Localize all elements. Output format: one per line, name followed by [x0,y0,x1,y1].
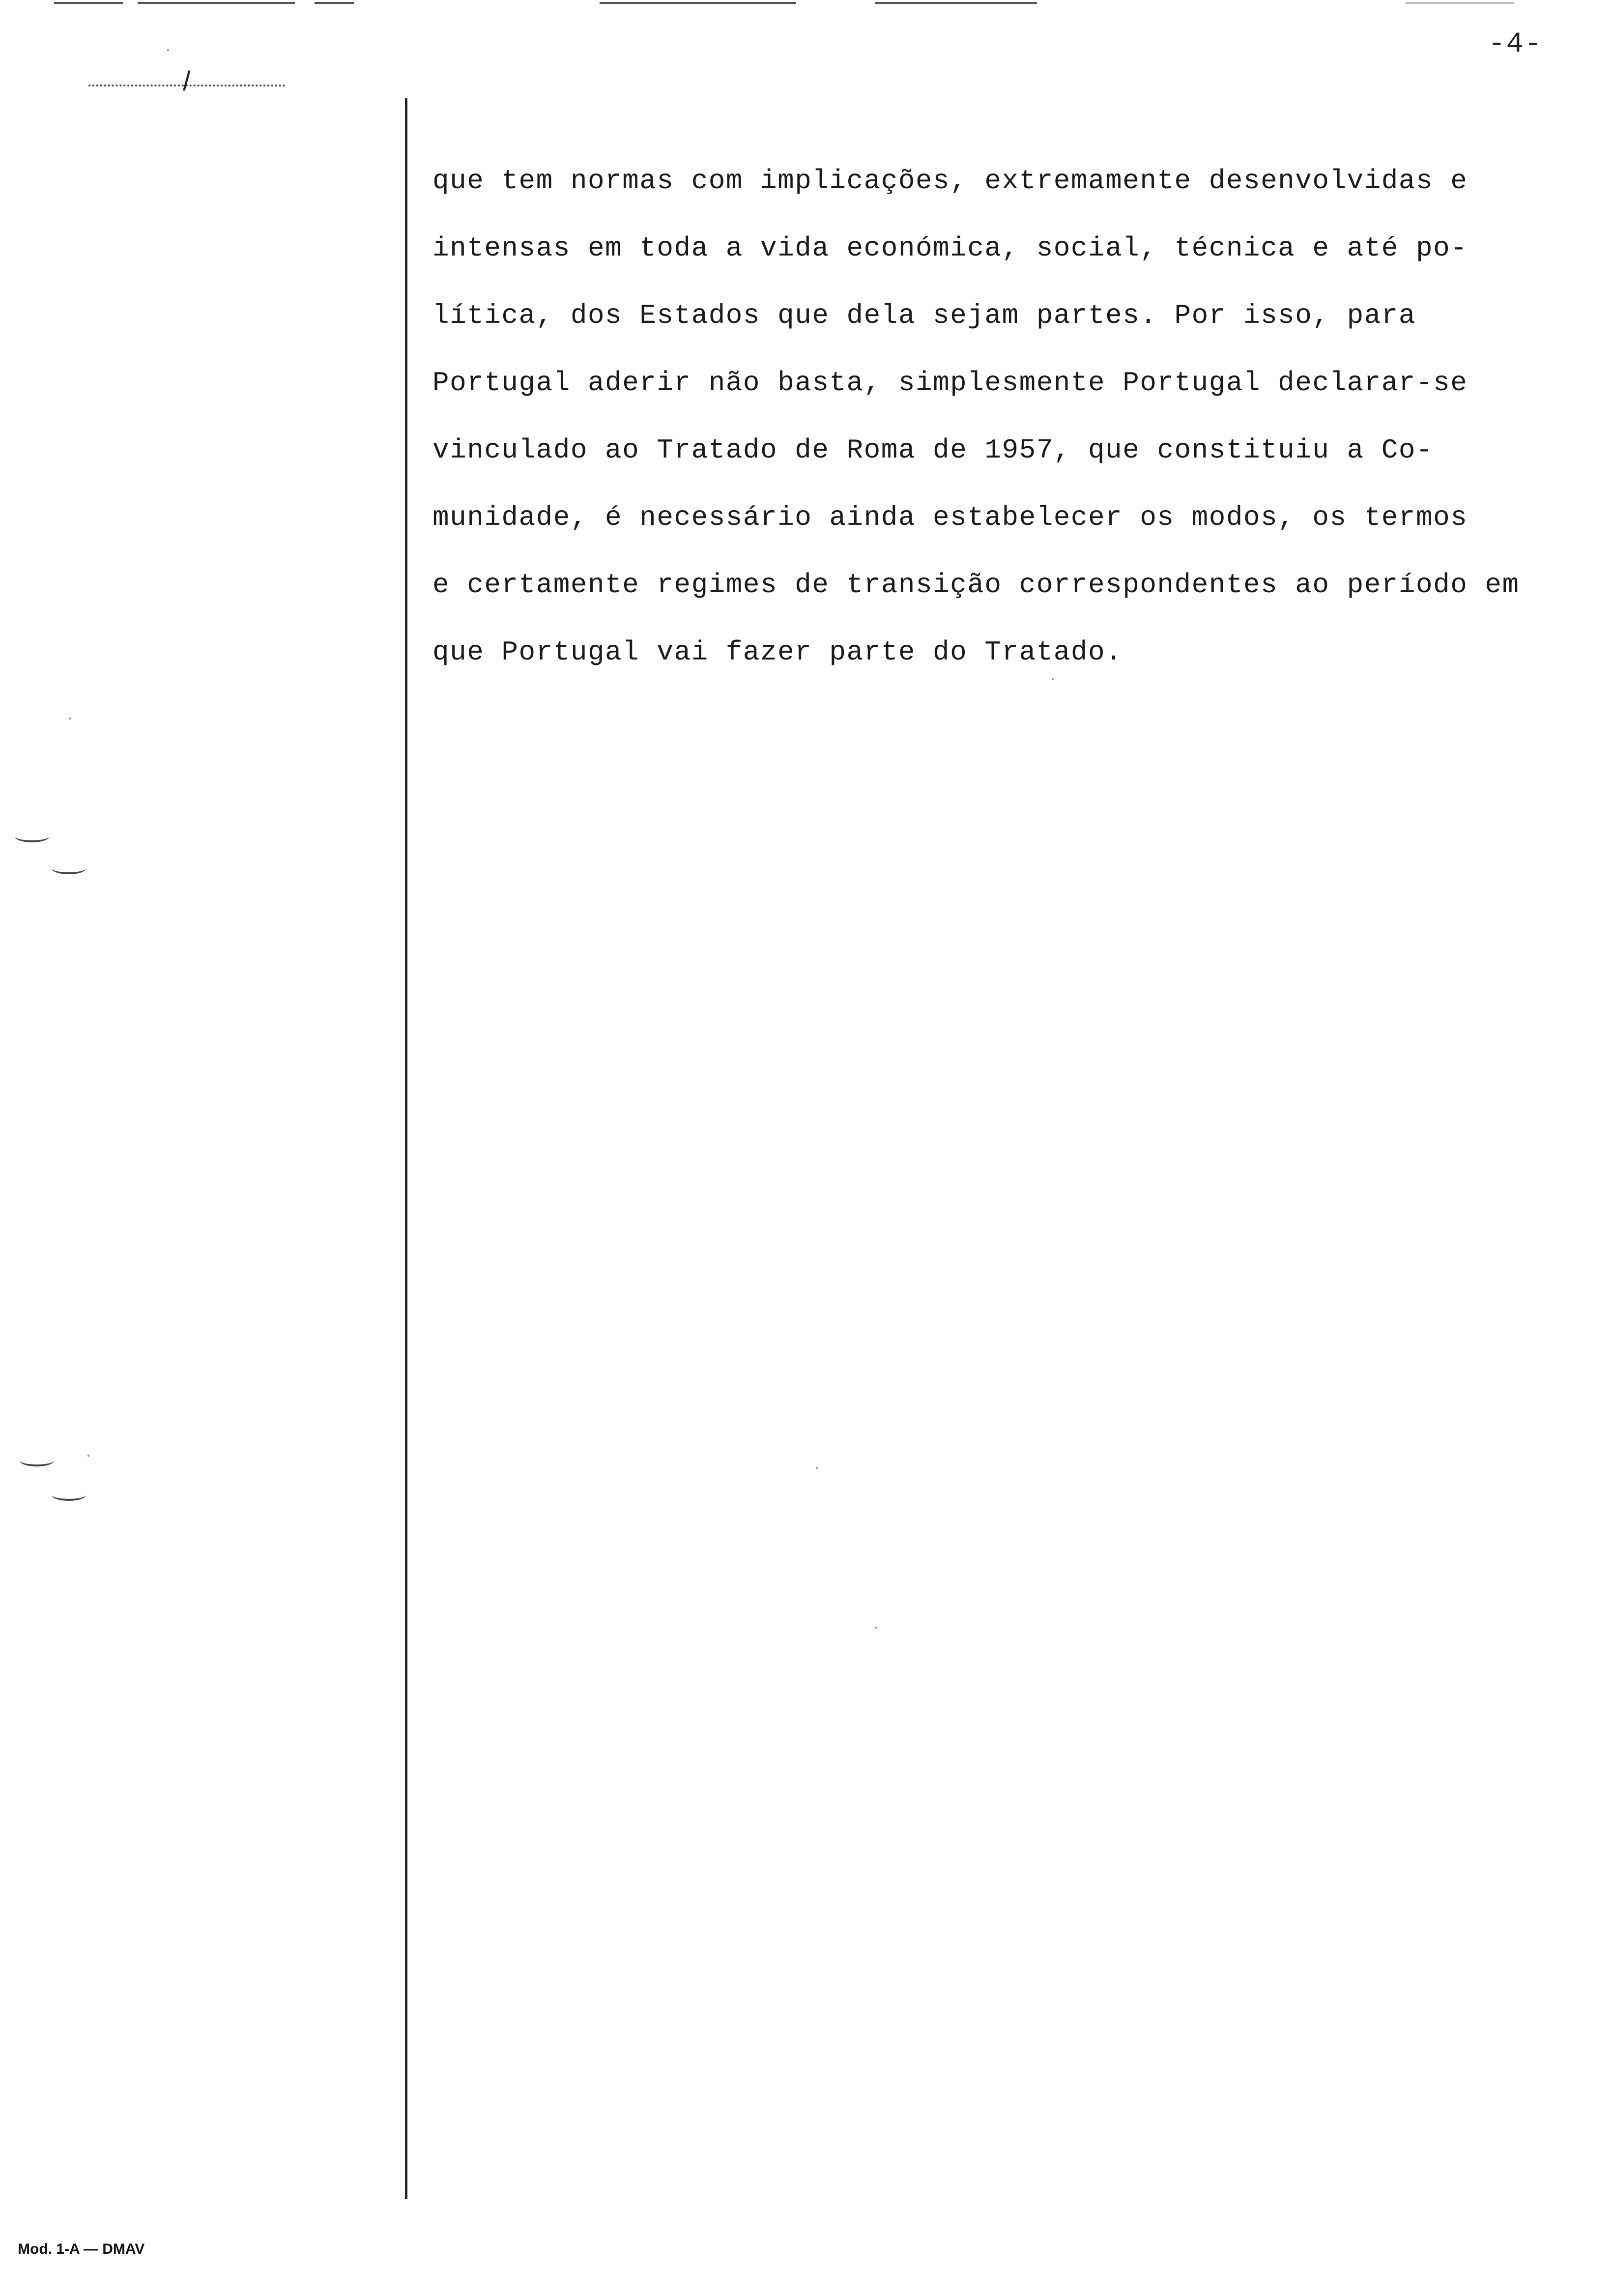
top-rule [315,2,354,4]
body-line: vinculado ao Tratado de Roma de 1957, que constituiu a Co- [432,434,1434,466]
punch-hole-mark [20,1455,54,1466]
scan-speck [87,1455,89,1457]
scan-speck [1052,678,1054,680]
punch-hole-mark [15,831,49,842]
body-line: Portugal aderir não basta, simplesmente Portugal declarar-se [432,367,1468,399]
top-rule [600,2,796,4]
body-line: lítica, dos Estados que dela sejam partes. Por isso, para [432,300,1416,331]
top-rule [138,2,295,4]
scan-speck [167,49,169,51]
margin-rule [405,98,407,2199]
top-rule [54,2,123,4]
body-line: intensas em toda a vida económica, social, técnica e até po- [432,232,1468,264]
body-line: e certamente regimes de transição correspondentes ao período em [432,569,1520,601]
punch-hole-mark [52,1489,86,1501]
body-line: que Portugal vai fazer parte do Tratado. [432,636,1123,668]
punch-hole-mark [52,862,86,874]
page-number: -4- [1488,29,1543,60]
reference-slash: / [183,65,191,96]
scan-speck [69,718,71,719]
body-text [432,147,1602,686]
top-rule [875,2,1037,4]
scan-speck [875,1627,877,1629]
body-line: que tem normas com implicações, extremamente desenvolvidas e [432,165,1468,197]
top-rule [1406,2,1514,4]
body-line: munidade, é necessário ainda estabelecer os modos, os termos [432,502,1468,533]
scan-speck [816,1467,818,1469]
form-code-footer: Mod. 1-A — DMAV [18,2241,145,2257]
